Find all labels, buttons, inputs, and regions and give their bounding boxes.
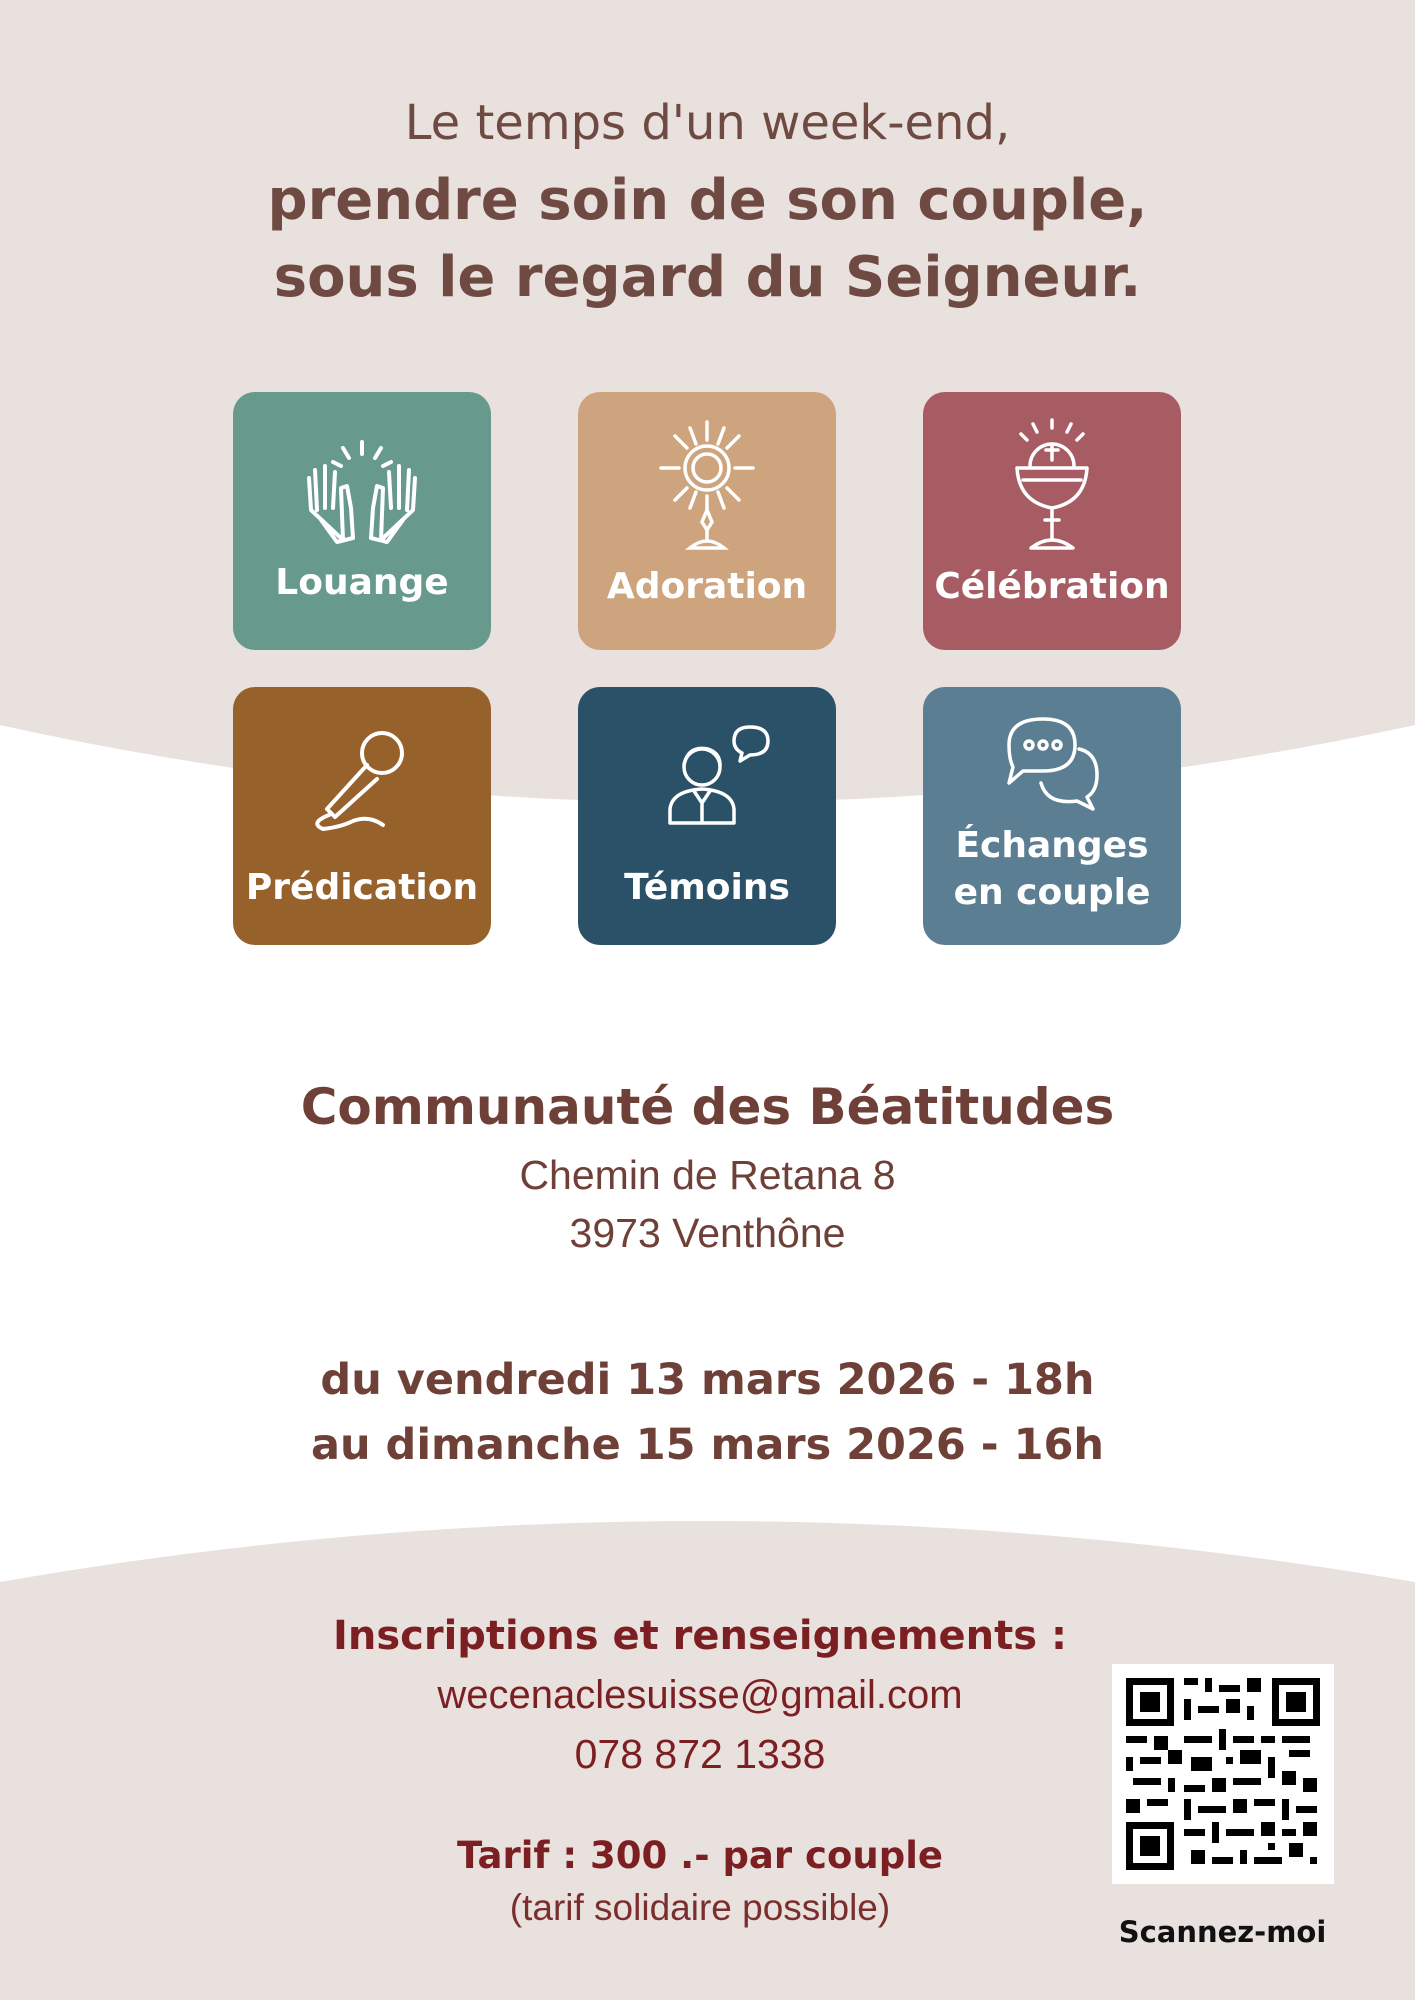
headline-line-3: sous le regard du Seigneur. xyxy=(273,245,1142,310)
contact-title: Inscriptions et renseignements : xyxy=(332,1613,1067,1659)
date-start: du vendredi 13 mars 2026 - 18h xyxy=(320,1355,1095,1405)
contact-email[interactable]: wecenaclesuisse@gmail.com xyxy=(437,1673,963,1717)
tile-label-line-1: Échanges xyxy=(955,825,1149,866)
tile-label: Louange xyxy=(275,562,449,603)
tile-celebration xyxy=(923,392,1181,650)
chalice-icon xyxy=(923,392,1181,650)
qr-code-icon xyxy=(1112,1664,1334,1884)
qr-caption: Scannez-moi xyxy=(1118,1915,1327,1949)
price-note: (tarif solidaire possible) xyxy=(509,1887,891,1928)
tile-label: Célébration xyxy=(934,566,1170,607)
praising-hands-icon xyxy=(233,392,491,650)
tile-louange xyxy=(233,392,491,650)
monstrance-icon xyxy=(578,392,836,650)
contact-phone[interactable]: 078 872 1338 xyxy=(574,1731,826,1777)
venue-city: 3973 Venthône xyxy=(569,1210,846,1256)
tile-label: Adoration xyxy=(606,566,808,607)
tile-label: Prédication xyxy=(245,867,479,908)
venue-name: Communauté des Béatitudes xyxy=(300,1078,1115,1136)
headline-line-2: prendre soin de son couple, xyxy=(267,168,1148,233)
tile-temoins xyxy=(578,687,836,945)
tile-predication xyxy=(233,687,491,945)
date-end: au dimanche 15 mars 2026 - 16h xyxy=(310,1420,1105,1470)
tile-adoration xyxy=(578,392,836,650)
tile-label: Témoins xyxy=(624,867,790,908)
price: Tarif : 300 .- par couple xyxy=(457,1834,943,1877)
venue-street: Chemin de Retana 8 xyxy=(519,1152,896,1198)
tile-echanges-en-couple xyxy=(923,687,1181,945)
tile-label-line-2: en couple xyxy=(953,872,1151,913)
qr-code[interactable] xyxy=(1112,1664,1334,1884)
headline-line-1: Le temps d'un week-end, xyxy=(404,95,1011,151)
